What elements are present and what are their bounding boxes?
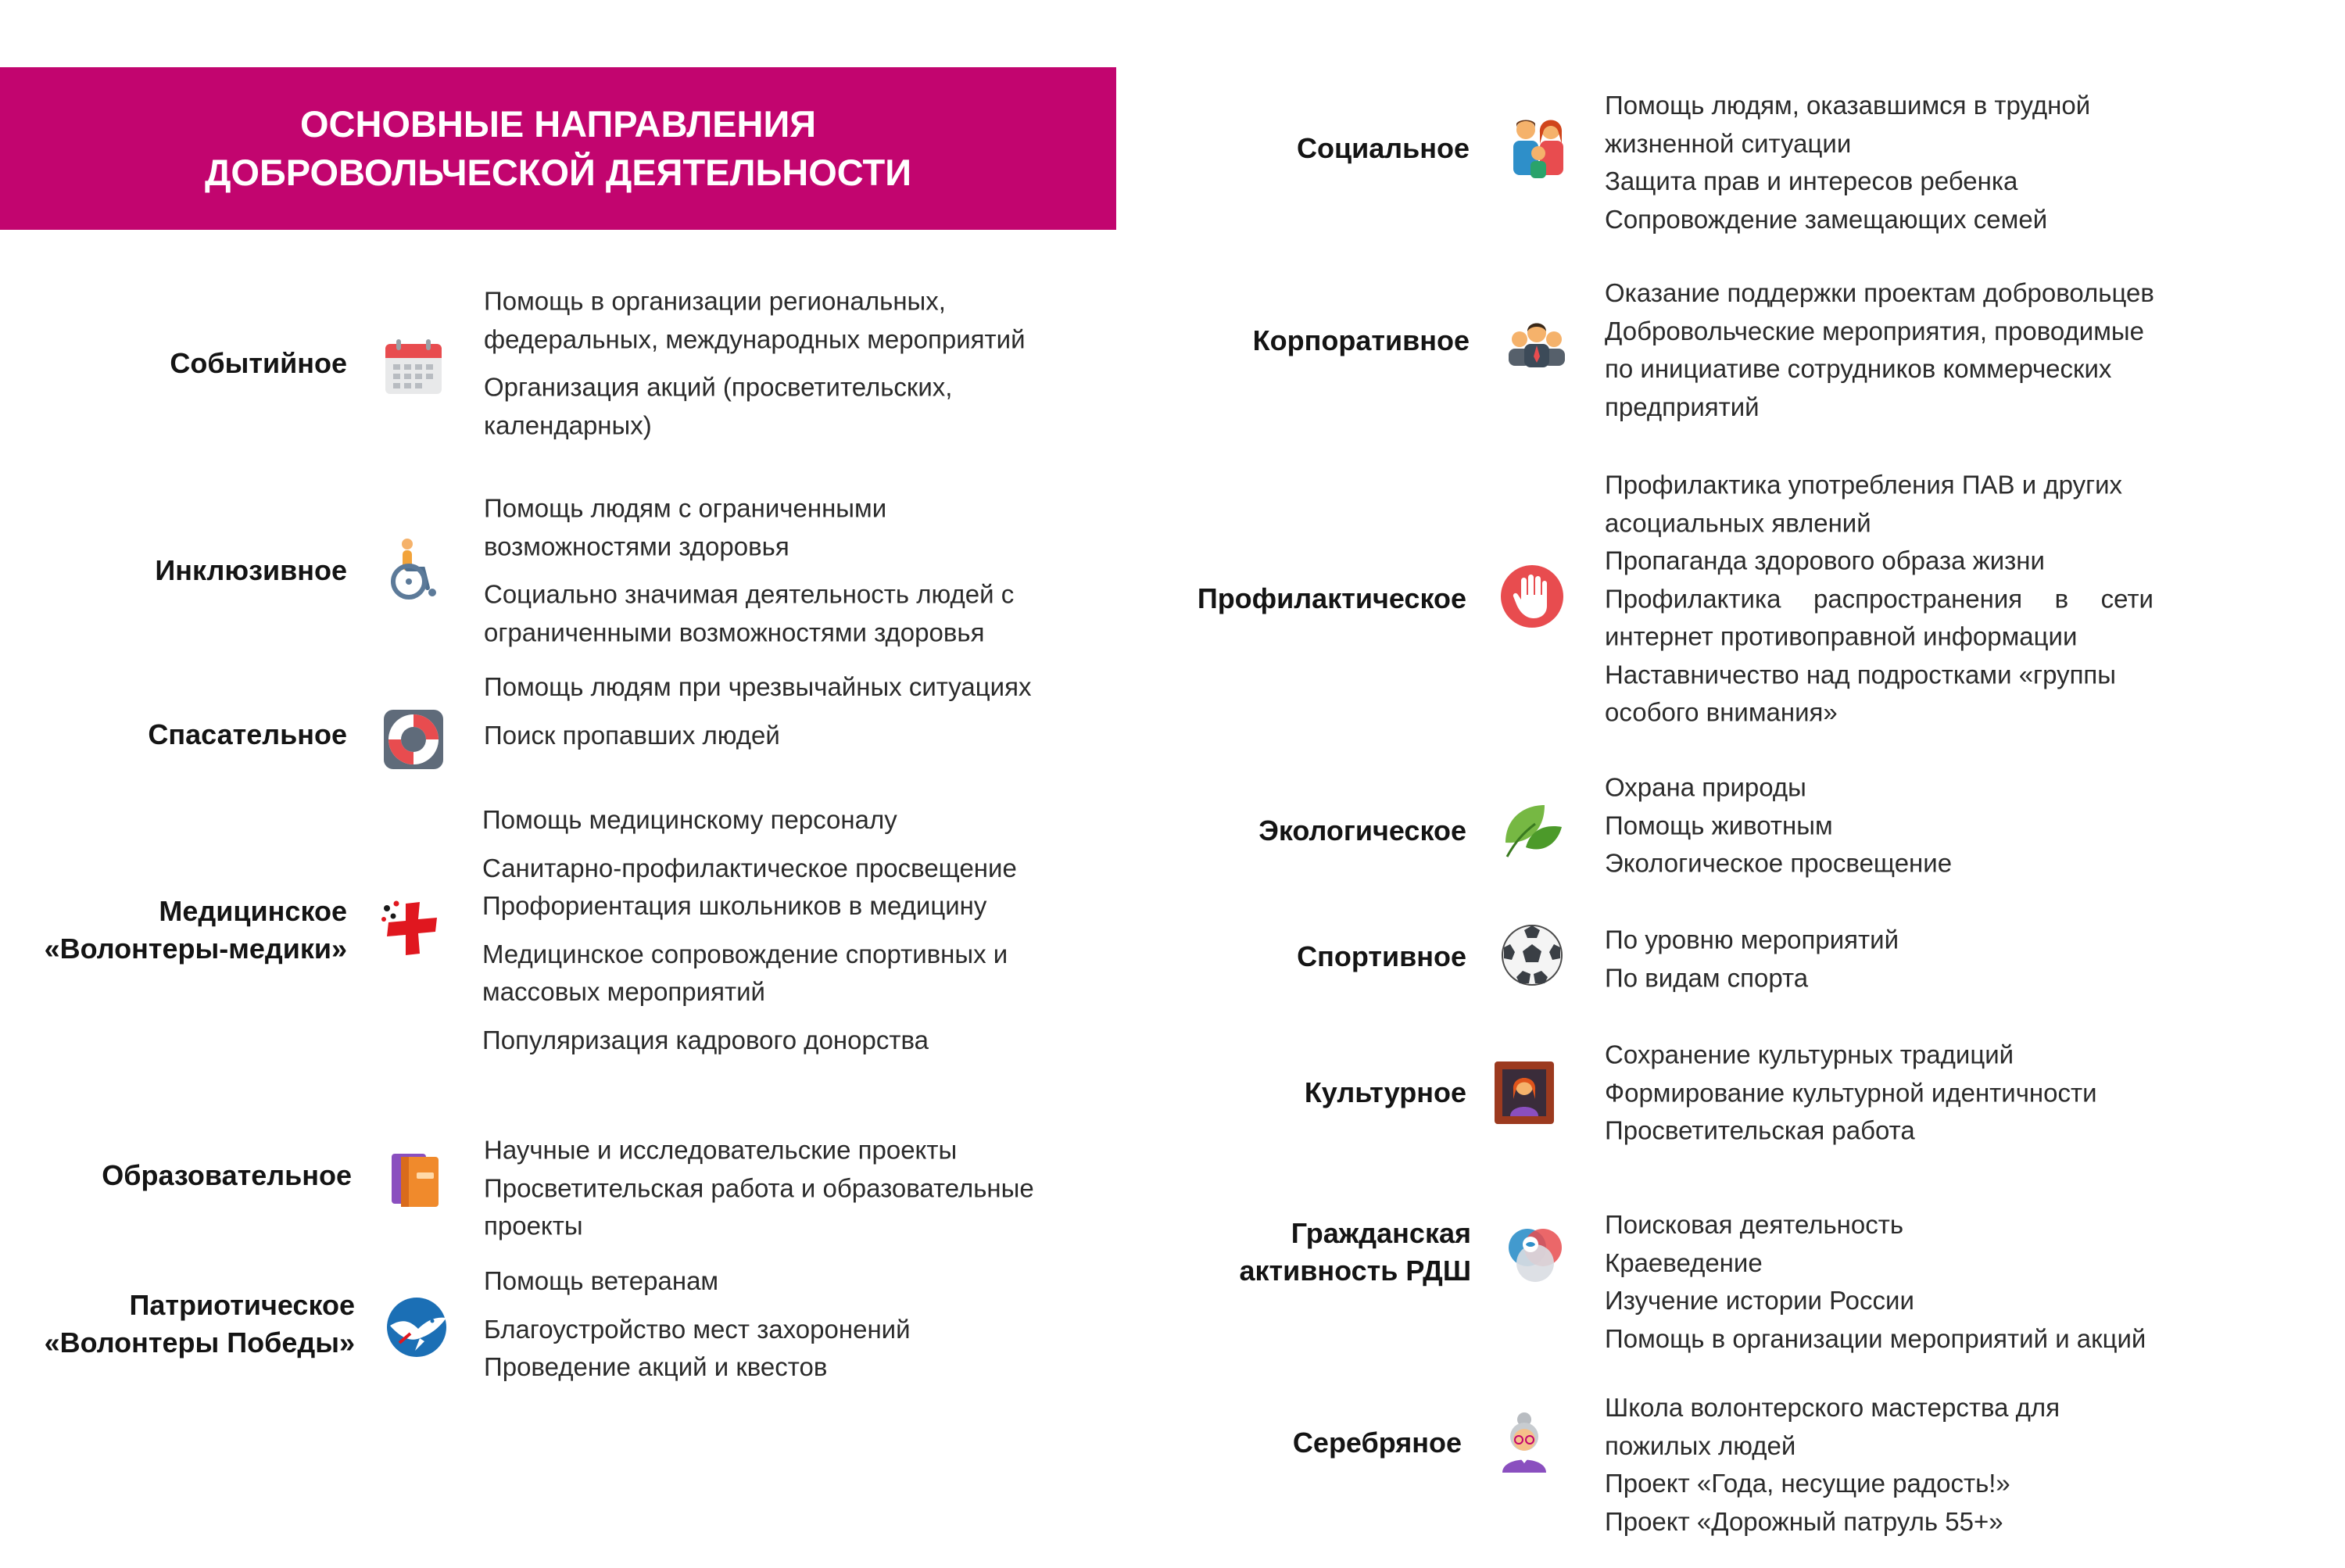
grandmother-icon <box>1491 1410 1557 1476</box>
family-icon <box>1505 116 1571 181</box>
team-icon <box>1504 308 1570 374</box>
category-desc-social: Помощь людям, оказавшимся в трудной жизненной ситуации Защита прав и интересов ребенка Сопровождение замещающих семей <box>1605 91 2091 234</box>
category-desc-sport: По уровню мероприятий По видам спорта <box>1605 925 1899 992</box>
dove-icon <box>384 1294 449 1360</box>
category-desc-event: Помощь в организации региональных, федеральных, международных мероприятий Организация акций (просветительских, календарных) <box>484 286 1026 439</box>
category-desc-culture: Сохранение культурных традиций Формирование культурной идентичности Просветительская работа <box>1605 1040 2097 1145</box>
wheelchair-icon <box>381 536 446 602</box>
calendar-icon <box>381 335 446 400</box>
category-label-rescue: Спасательное <box>148 718 347 750</box>
category-desc-silver: Школа волонтерского мастерства для пожилых людей Проект «Года, несущие радость!» Проект «Дорожный патруль 55+» <box>1605 1393 2060 1536</box>
stop-hand-icon <box>1499 564 1565 629</box>
category-desc-ecology: Охрана природы Помощь животным Экологическое просвещение <box>1605 772 1953 878</box>
category-label-medical: Медицинское «Волонтеры-медики» <box>44 895 347 965</box>
category-label-ecology: Экологическое <box>1258 814 1466 847</box>
category-label-culture: Культурное <box>1304 1076 1466 1108</box>
category-desc-corporate: Оказание поддержки проектам добровольцев Добровольческие мероприятия, проводимые по инициативе сотрудников коммерческих предприятий <box>1605 278 2154 421</box>
header-banner <box>0 67 1116 230</box>
rdsh-logo-icon <box>1502 1221 1568 1287</box>
books-icon <box>384 1146 449 1212</box>
portrait-frame-icon <box>1491 1060 1557 1126</box>
category-desc-education: Научные и исследовательские проекты Просветительская работа и образовательные проекты <box>484 1135 1034 1240</box>
category-desc-prevention: Профилактика употребления ПАВ и других асоциальных явлений Пропаганда здорового образа жизни Профилактика распространения в сети интернет противоправной информации Наставничество над подростками «группы особого внимания» <box>1605 470 2153 727</box>
category-label-social: Социальное <box>1296 132 1470 164</box>
category-label-prevention: Профилактическое <box>1197 582 1466 614</box>
category-desc-civic: Поисковая деятельность Краеведение Изучение истории России Помощь в организации мероприятий и акций <box>1605 1210 2146 1353</box>
category-desc-inclusive: Помощь людям с ограниченными возможностями здоровья Социально значимая деятельность людей с ограниченными возможностями здоровья <box>484 493 1015 646</box>
leaf-icon <box>1499 796 1565 861</box>
category-label-event: Событийное <box>170 347 347 379</box>
lifebuoy-icon <box>381 707 446 772</box>
category-label-corporate: Корпоративное <box>1252 324 1470 356</box>
category-desc-rescue: Помощь людям при чрезвычайных ситуациях Поиск пропавших людей <box>484 672 1032 750</box>
category-label-education: Образовательное <box>102 1159 352 1191</box>
category-label-civic: Гражданская активность РДШ <box>1239 1217 1471 1287</box>
category-label-inclusive: Инклюзивное <box>155 554 347 586</box>
category-desc-patriotic: Помощь ветеранам Благоустройство мест захоронений Проведение акций и квестов <box>484 1265 911 1381</box>
soccer-ball-icon <box>1499 922 1565 988</box>
medical-cross-icon <box>379 894 445 960</box>
header-title-line1: ОСНОВНЫЕ НАПРАВЛЕНИЯ <box>299 103 817 145</box>
category-desc-medical: Помощь медицинскому персоналу Санитарно-профилактическое просвещение Профориентация школьников в медицину Медицинское сопровождение спортивных и массовых мероприятий Популяризация кадрового донорства <box>482 805 1017 1054</box>
header-title-line2: ДОБРОВОЛЬЧЕСКОЙ ДЕЯТЕЛЬНОСТИ <box>204 152 912 193</box>
category-label-patriotic: Патриотическое «Волонтеры Победы» <box>44 1289 355 1359</box>
category-label-sport: Спортивное <box>1297 940 1466 972</box>
category-label-silver: Серебряное <box>1292 1427 1462 1459</box>
